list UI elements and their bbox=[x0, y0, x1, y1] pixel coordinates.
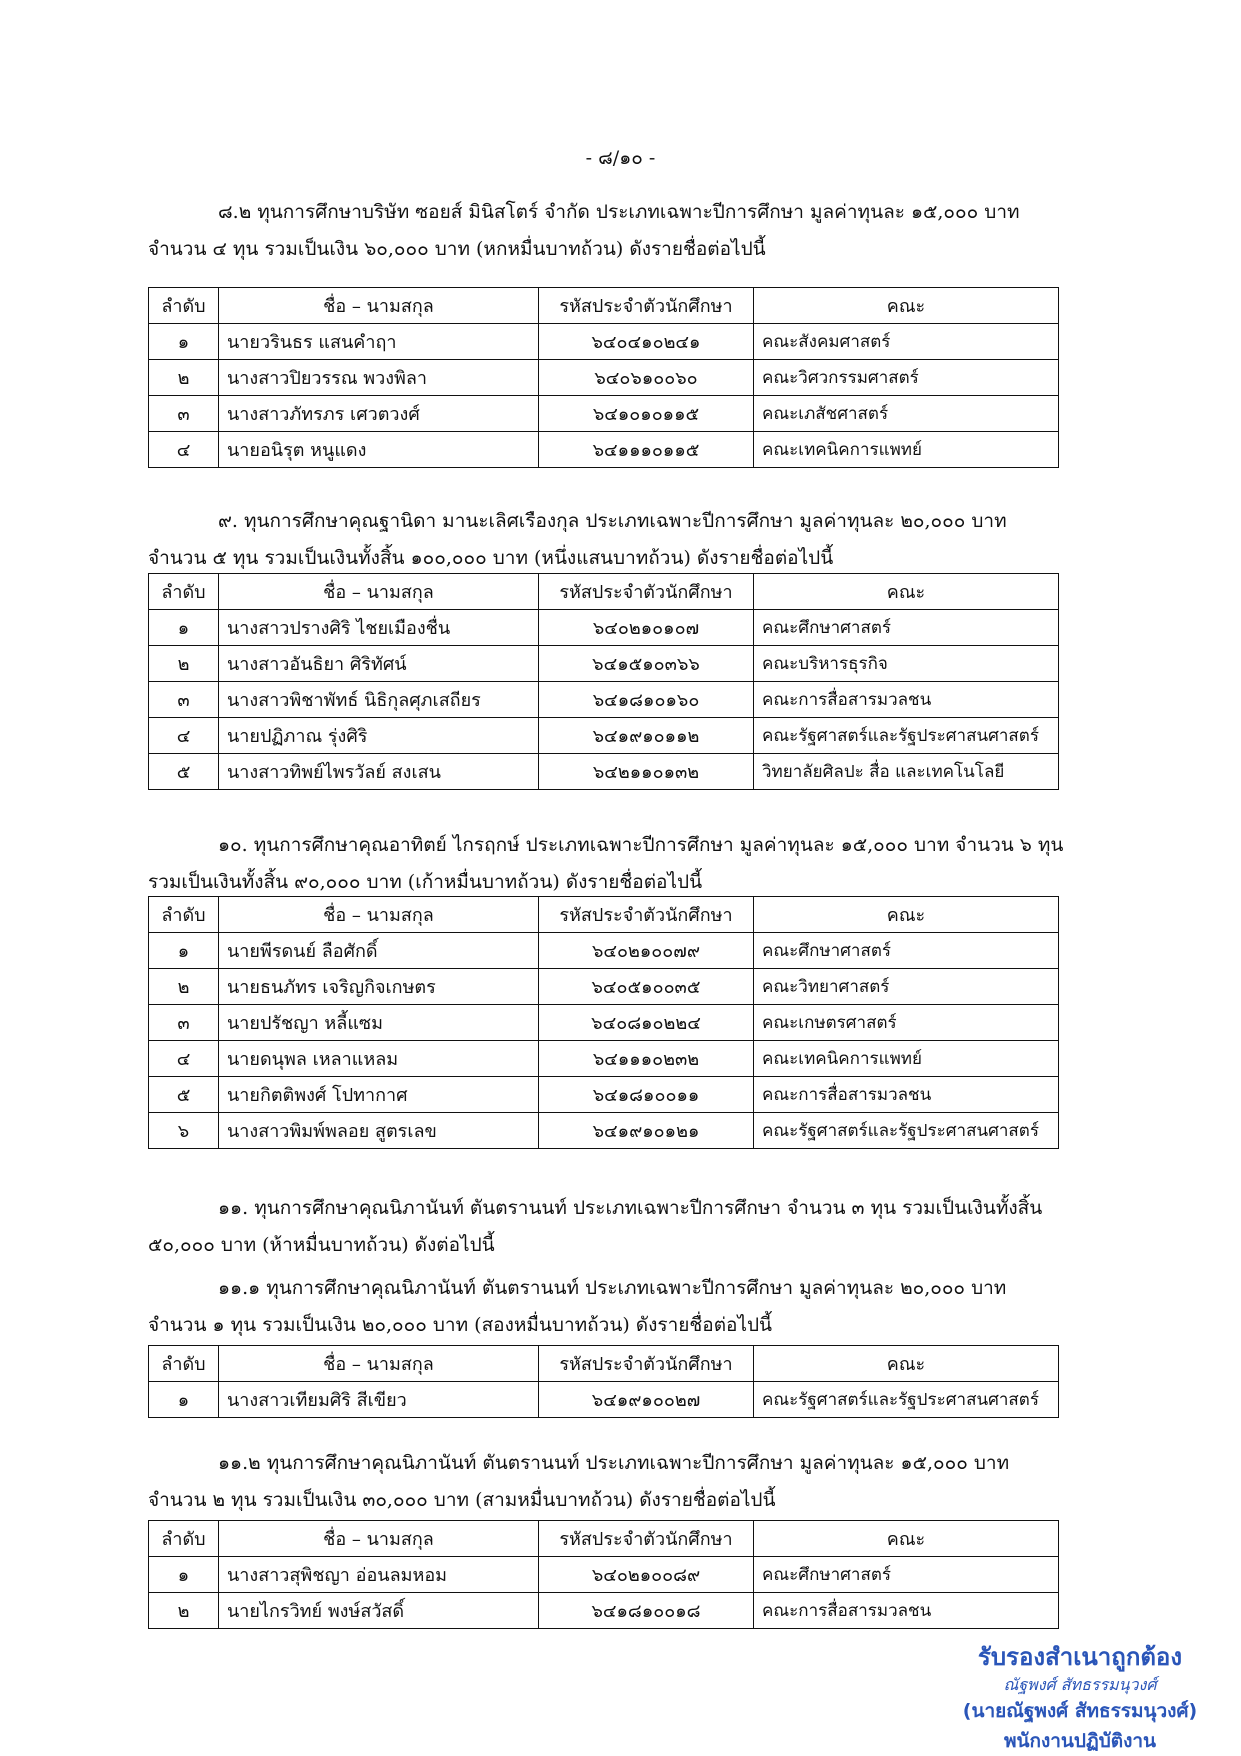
faculty-name: คณะวิทยาศาสตร์ bbox=[754, 969, 1059, 1005]
row-number: ๔ bbox=[149, 1041, 219, 1077]
faculty-name: คณะเทคนิคการแพทย์ bbox=[754, 432, 1059, 468]
faculty-name: คณะสังคมศาสตร์ bbox=[754, 324, 1059, 360]
row-number: ๕ bbox=[149, 754, 219, 790]
faculty-name: คณะบริหารธุรกิจ bbox=[754, 646, 1059, 682]
header-name: ชื่อ – นามสกุล bbox=[219, 574, 539, 610]
page-number: - ๘/๑๐ - bbox=[585, 147, 656, 169]
student-name: นายดนุพล เหลาแหลม bbox=[219, 1041, 539, 1077]
table-row bbox=[149, 718, 1059, 754]
stamp-signature: ณัฐพงศ์ สัทธรรมนุวงศ์ bbox=[1003, 1675, 1157, 1694]
row-number: ๒ bbox=[149, 360, 219, 396]
section-line2: จำนวน ๒ ทุน รวมเป็นเงิน ๓๐,๐๐๐ บาท (สามหมื่นบาทถ้วน) ดังรายชื่อต่อไปนี้ bbox=[148, 1489, 776, 1511]
faculty-name: วิทยาลัยศิลปะ สื่อ และเทคโนโลยี bbox=[754, 754, 1059, 790]
header-faculty: คณะ bbox=[754, 1521, 1059, 1557]
recipient-table bbox=[148, 896, 1059, 1149]
student-id: ๖๔๑๙๑๐๐๒๗ bbox=[539, 1382, 754, 1418]
student-name: นายไกรวิทย์ พงษ์สวัสดิ์ bbox=[219, 1593, 539, 1629]
student-id: ๖๔๑๑๑๐๒๓๒ bbox=[539, 1041, 754, 1077]
header-no: ลำดับ bbox=[149, 288, 219, 324]
student-id: ๖๔๑๘๑๐๐๑๑ bbox=[539, 1077, 754, 1113]
table-row bbox=[149, 610, 1059, 646]
stamp-position: พนักงานปฏิบัติงาน bbox=[1003, 1730, 1157, 1752]
section-9-paragraph bbox=[148, 503, 1078, 577]
student-name: นางสาวพิชาพัทธ์ นิธิกุลศุภเสถียร bbox=[219, 682, 539, 718]
table-header-row bbox=[149, 574, 1059, 610]
header-no: ลำดับ bbox=[149, 1346, 219, 1382]
student-id: ๖๔๒๑๑๐๑๓๒ bbox=[539, 754, 754, 790]
faculty-name: คณะรัฐศาสตร์และรัฐประศาสนศาสตร์ bbox=[754, 1382, 1059, 1418]
header-student-id: รหัสประจำตัวนักศึกษา bbox=[539, 288, 754, 324]
table-row bbox=[149, 396, 1059, 432]
faculty-name: คณะเภสัชศาสตร์ bbox=[754, 396, 1059, 432]
table-row bbox=[149, 969, 1059, 1005]
student-name: นายปรัชญา หลี้แซม bbox=[219, 1005, 539, 1041]
row-number: ๒ bbox=[149, 1593, 219, 1629]
header-student-id: รหัสประจำตัวนักศึกษา bbox=[539, 1521, 754, 1557]
recipient-table bbox=[148, 1520, 1059, 1629]
section-line1: ๑๑.๒ ทุนการศึกษาคุณนิภานันท์ ตันตรานนท์ ประเภทเฉพาะปีการศึกษา มูลค่าทุนละ ๑๕,๐๐๐ บาท bbox=[218, 1452, 1010, 1474]
student-name: นายวรินธร แสนคำฤา bbox=[219, 324, 539, 360]
row-number: ๓ bbox=[149, 682, 219, 718]
section-10-paragraph bbox=[148, 827, 1078, 901]
faculty-name: คณะรัฐศาสตร์และรัฐประศาสนศาสตร์ bbox=[754, 1113, 1059, 1149]
section-11-paragraph bbox=[148, 1190, 1078, 1264]
section-line1: ๑๑.๑ ทุนการศึกษาคุณนิภานันท์ ตันตรานนท์ ประเภทเฉพาะปีการศึกษา มูลค่าทุนละ ๒๐,๐๐๐ บาท bbox=[218, 1277, 1007, 1299]
table-row bbox=[149, 1113, 1059, 1149]
header-no: ลำดับ bbox=[149, 574, 219, 610]
faculty-name: คณะศึกษาศาสตร์ bbox=[754, 933, 1059, 969]
student-id: ๖๔๐๕๑๐๐๓๕ bbox=[539, 969, 754, 1005]
header-student-id: รหัสประจำตัวนักศึกษา bbox=[539, 574, 754, 610]
section-line2: จำนวน ๕ ทุน รวมเป็นเงินทั้งสิ้น ๑๐๐,๐๐๐ บาท (หนึ่งแสนบาทถ้วน) ดังรายชื่อต่อไปนี้ bbox=[148, 547, 834, 569]
table-row bbox=[149, 646, 1059, 682]
row-number: ๑ bbox=[149, 933, 219, 969]
header-student-id: รหัสประจำตัวนักศึกษา bbox=[539, 1346, 754, 1382]
student-name: นางสาวปิยวรรณ พวงพิลา bbox=[219, 360, 539, 396]
table-header-row bbox=[149, 1521, 1059, 1557]
student-name: นายปฏิภาณ รุ่งศิริ bbox=[219, 718, 539, 754]
faculty-name: คณะเทคนิคการแพทย์ bbox=[754, 1041, 1059, 1077]
faculty-name: คณะวิศวกรรมศาสตร์ bbox=[754, 360, 1059, 396]
section-11-2-paragraph bbox=[148, 1445, 1078, 1519]
student-id: ๖๔๐๒๑๐๐๘๙ bbox=[539, 1557, 754, 1593]
header-faculty: คณะ bbox=[754, 1346, 1059, 1382]
student-id: ๖๔๐๖๑๐๐๖๐ bbox=[539, 360, 754, 396]
student-id: ๖๔๐๒๑๐๐๗๙ bbox=[539, 933, 754, 969]
row-number: ๓ bbox=[149, 396, 219, 432]
table-row bbox=[149, 1593, 1059, 1629]
section-line2: จำนวน ๔ ทุน รวมเป็นเงิน ๖๐,๐๐๐ บาท (หกหมื่นบาทถ้วน) ดังรายชื่อต่อไปนี้ bbox=[148, 238, 766, 260]
student-name: นายอนิรุต หนูแดง bbox=[219, 432, 539, 468]
table-row bbox=[149, 1041, 1059, 1077]
section-11-1-paragraph bbox=[148, 1270, 1078, 1344]
faculty-name: คณะศึกษาศาสตร์ bbox=[754, 1557, 1059, 1593]
table-header-row bbox=[149, 1346, 1059, 1382]
faculty-name: คณะรัฐศาสตร์และรัฐประศาสนศาสตร์ bbox=[754, 718, 1059, 754]
student-id: ๖๔๑๙๑๐๑๒๑ bbox=[539, 1113, 754, 1149]
section-line1: ๙. ทุนการศึกษาคุณฐานิดา มานะเลิศเรืองกุล ประเภทเฉพาะปีการศึกษา มูลค่าทุนละ ๒๐,๐๐๐ บาท bbox=[218, 510, 1007, 532]
row-number: ๕ bbox=[149, 1077, 219, 1113]
header-name: ชื่อ – นามสกุล bbox=[219, 1346, 539, 1382]
student-name: นางสาวพิมพ์พลอย สูตรเลข bbox=[219, 1113, 539, 1149]
faculty-name: คณะการสื่อสารมวลชน bbox=[754, 1077, 1059, 1113]
recipient-table bbox=[148, 287, 1059, 468]
row-number: ๑ bbox=[149, 1382, 219, 1418]
header-name: ชื่อ – นามสกุล bbox=[219, 897, 539, 933]
table-header-row bbox=[149, 288, 1059, 324]
row-number: ๑ bbox=[149, 1557, 219, 1593]
row-number: ๔ bbox=[149, 718, 219, 754]
student-id: ๖๔๐๘๑๐๒๒๔ bbox=[539, 1005, 754, 1041]
header-name: ชื่อ – นามสกุล bbox=[219, 1521, 539, 1557]
row-number: ๓ bbox=[149, 1005, 219, 1041]
row-number: ๒ bbox=[149, 969, 219, 1005]
table-row bbox=[149, 933, 1059, 969]
header-no: ลำดับ bbox=[149, 1521, 219, 1557]
section-line1: ๘.๒ ทุนการศึกษาบริษัท ซอยส์ มินิสโตร์ จำกัด ประเภทเฉพาะปีการศึกษา มูลค่าทุนละ ๑๕,๐๐๐ บาท bbox=[218, 201, 1020, 223]
stamp-name: (นายณัฐพงศ์ สัทธรรมนุวงศ์) bbox=[962, 1700, 1198, 1722]
section-line1: ๑๐. ทุนการศึกษาคุณอาทิตย์ ไกรฤกษ์ ประเภทเฉพาะปีการศึกษา มูลค่าทุนละ ๑๕,๐๐๐ บาท จำนวน ๖ ทุน bbox=[218, 834, 1064, 856]
certification-stamp bbox=[930, 1640, 1230, 1756]
header-faculty: คณะ bbox=[754, 288, 1059, 324]
header-name: ชื่อ – นามสกุล bbox=[219, 288, 539, 324]
recipient-table bbox=[148, 1345, 1059, 1418]
student-id: ๖๔๑๘๑๐๑๖๐ bbox=[539, 682, 754, 718]
student-name: นางสาวเทียมศิริ สีเขียว bbox=[219, 1382, 539, 1418]
table-row bbox=[149, 432, 1059, 468]
row-number: ๒ bbox=[149, 646, 219, 682]
table-row bbox=[149, 1382, 1059, 1418]
student-name: นางสาวภัทรภร เศวตวงศ์ bbox=[219, 396, 539, 432]
row-number: ๔ bbox=[149, 432, 219, 468]
table-row bbox=[149, 754, 1059, 790]
student-name: นางสาวอันธิยา ศิริทัศน์ bbox=[219, 646, 539, 682]
header-faculty: คณะ bbox=[754, 897, 1059, 933]
faculty-name: คณะเกษตรศาสตร์ bbox=[754, 1005, 1059, 1041]
faculty-name: คณะศึกษาศาสตร์ bbox=[754, 610, 1059, 646]
table-row bbox=[149, 682, 1059, 718]
student-name: นายธนภัทร เจริญกิจเกษตร bbox=[219, 969, 539, 1005]
header-student-id: รหัสประจำตัวนักศึกษา bbox=[539, 897, 754, 933]
header-no: ลำดับ bbox=[149, 897, 219, 933]
student-name: นางสาวทิพย์ไพรวัลย์ สงเสน bbox=[219, 754, 539, 790]
table-row bbox=[149, 1005, 1059, 1041]
table-row bbox=[149, 324, 1059, 360]
student-id: ๖๔๑๑๑๐๑๑๕ bbox=[539, 432, 754, 468]
student-name: นายพีรดนย์ ลือศักดิ์ bbox=[219, 933, 539, 969]
student-id: ๖๔๑๘๑๐๐๑๘ bbox=[539, 1593, 754, 1629]
student-id: ๖๔๑๕๑๐๓๖๖ bbox=[539, 646, 754, 682]
row-number: ๖ bbox=[149, 1113, 219, 1149]
recipient-table bbox=[148, 573, 1059, 790]
header-faculty: คณะ bbox=[754, 574, 1059, 610]
faculty-name: คณะการสื่อสารมวลชน bbox=[754, 682, 1059, 718]
table-row bbox=[149, 360, 1059, 396]
row-number: ๑ bbox=[149, 610, 219, 646]
student-name: นางสาวสุพิชญา อ่อนลมหอม bbox=[219, 1557, 539, 1593]
section-line2: รวมเป็นเงินทั้งสิ้น ๙๐,๐๐๐ บาท (เก้าหมื่นบาทถ้วน) ดังรายชื่อต่อไปนี้ bbox=[148, 871, 703, 893]
section-line2: จำนวน ๑ ทุน รวมเป็นเงิน ๒๐,๐๐๐ บาท (สองหมื่นบาทถ้วน) ดังรายชื่อต่อไปนี้ bbox=[148, 1314, 773, 1336]
student-name: นายกิตติพงศ์ โปทากาศ bbox=[219, 1077, 539, 1113]
student-id: ๖๔๐๒๑๐๑๐๗ bbox=[539, 610, 754, 646]
faculty-name: คณะการสื่อสารมวลชน bbox=[754, 1593, 1059, 1629]
table-row bbox=[149, 1557, 1059, 1593]
student-id: ๖๔๑๙๑๐๑๑๒ bbox=[539, 718, 754, 754]
section-line1: ๑๑. ทุนการศึกษาคุณนิภานันท์ ตันตรานนท์ ประเภทเฉพาะปีการศึกษา จำนวน ๓ ทุน รวมเป็นเงินทั้งสิ้น bbox=[218, 1197, 1043, 1219]
student-id: ๖๔๐๔๑๐๒๔๑ bbox=[539, 324, 754, 360]
table-row bbox=[149, 1077, 1059, 1113]
section-8-2-paragraph bbox=[148, 194, 1078, 268]
section-line2: ๕๐,๐๐๐ บาท (ห้าหมื่นบาทถ้วน) ดังต่อไปนี้ bbox=[148, 1234, 495, 1256]
student-name: นางสาวปรางศิริ ไชยเมืองชื่น bbox=[219, 610, 539, 646]
row-number: ๑ bbox=[149, 324, 219, 360]
student-id: ๖๔๑๐๑๐๑๑๕ bbox=[539, 396, 754, 432]
stamp-title: รับรองสำเนาถูกต้อง bbox=[977, 1643, 1183, 1671]
table-header-row bbox=[149, 897, 1059, 933]
